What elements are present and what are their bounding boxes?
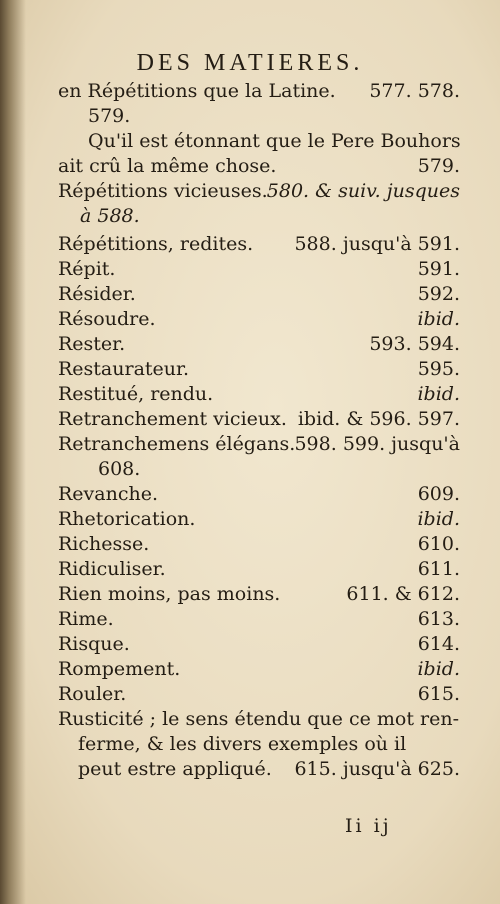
entry-page: ibid. bbox=[417, 308, 460, 330]
entry-page: ibid. & 596. 597. bbox=[297, 408, 460, 430]
entry-page: 609. bbox=[417, 483, 460, 505]
entry-page: 593. 594. bbox=[369, 333, 460, 355]
entry-text: Répit. bbox=[58, 258, 116, 280]
entry-text: Restitué, rendu. bbox=[58, 383, 214, 405]
entry-text: Rusticité ; le sens étendu que ce mot ren- bbox=[58, 708, 459, 730]
entry-text: Répétitions, redites. bbox=[58, 233, 254, 255]
entry-text: Résoudre. bbox=[58, 308, 156, 330]
entry-text: Rhetorication. bbox=[58, 508, 196, 530]
entry-text: Richesse. bbox=[58, 533, 150, 555]
entry-text: Rester. bbox=[58, 333, 126, 355]
entry-page: ibid. bbox=[417, 508, 460, 530]
entry-page: 579. bbox=[417, 155, 460, 177]
entry-text: Répétitions vicieuses. bbox=[58, 180, 268, 202]
running-head: DES MATIERES. bbox=[136, 50, 364, 76]
gutter-shadow bbox=[0, 0, 26, 904]
entry-text: Rime. bbox=[58, 608, 114, 630]
entry-text: Rien moins, pas moins. bbox=[58, 583, 281, 605]
entry-page: 611. bbox=[417, 558, 460, 580]
signature-mark: Ii ij bbox=[345, 815, 392, 837]
entry-continuation: 608. bbox=[98, 458, 141, 480]
entry-text: en Répétitions que la Latine. bbox=[58, 80, 336, 102]
entry-page: ibid. bbox=[417, 658, 460, 680]
entry-text: Rouler. bbox=[58, 683, 127, 705]
entry-text: Résider. bbox=[58, 283, 136, 305]
entry-text: Revanche. bbox=[58, 483, 159, 505]
entry-text: peut estre appliqué. bbox=[78, 758, 272, 780]
entry-text: Retranchement vicieux. bbox=[58, 408, 287, 430]
entry-page: 614. bbox=[417, 633, 460, 655]
entry-page: 598. 599. jusqu'à bbox=[294, 433, 460, 455]
entry-text: Qu'il est étonnant que le Pere Bouhors bbox=[88, 130, 461, 152]
entry-continuation: à 588. bbox=[80, 205, 140, 227]
entry-text: Risque. bbox=[58, 633, 130, 655]
entry-text: Restaurateur. bbox=[58, 358, 190, 380]
entry-page: 591. bbox=[417, 258, 460, 280]
entry-page: 615. jusqu'à 625. bbox=[294, 758, 460, 780]
entry-text: Ridiculiser. bbox=[58, 558, 166, 580]
entry-page: 595. bbox=[417, 358, 460, 380]
entry-text: Retranchemens élégans. bbox=[58, 433, 296, 455]
entry-page: 613. bbox=[417, 608, 460, 630]
entry-page: 592. bbox=[417, 283, 460, 305]
entry-continuation: ferme, & les divers exemples où il bbox=[78, 733, 407, 755]
entry-continuation: 579. bbox=[88, 105, 131, 127]
entry-page: 588. jusqu'à 591. bbox=[294, 233, 460, 255]
entry-text: ait crû la même chose. bbox=[58, 155, 277, 177]
entry-page: 580. & suiv. jusques bbox=[266, 180, 460, 202]
entry-page: 611. & 612. bbox=[346, 583, 460, 605]
entry-page: 577. 578. bbox=[369, 80, 460, 102]
entry-page: 615. bbox=[417, 683, 460, 705]
entry-page: ibid. bbox=[417, 383, 460, 405]
entry-text: Rompement. bbox=[58, 658, 181, 680]
entry-page: 610. bbox=[417, 533, 460, 555]
